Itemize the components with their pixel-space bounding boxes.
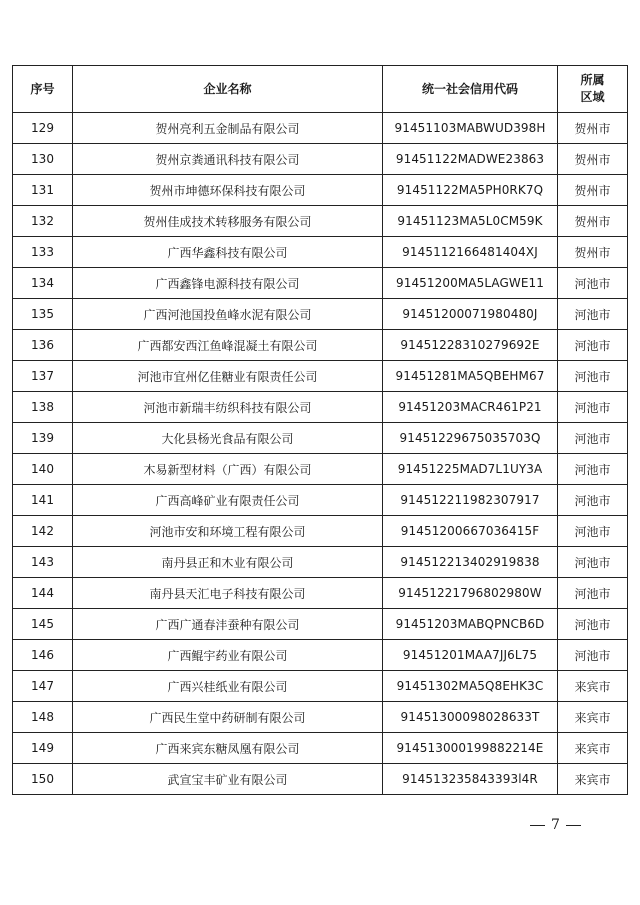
cell-region: 河池市 [558,485,628,516]
cell-region: 贺州市 [558,175,628,206]
cell-index: 142 [13,516,73,547]
table-row [13,144,628,175]
table-row [13,547,628,578]
cell-index: 141 [13,485,73,516]
table-row [13,454,628,485]
cell-company: 河池市宜州亿佳糖业有限责任公司 [73,361,383,392]
cell-company: 广西华鑫科技有限公司 [73,237,383,268]
table-row [13,268,628,299]
cell-index: 129 [13,113,73,144]
cell-region: 河池市 [558,516,628,547]
cell-credit-code: 91451203MABQPNCB6D [383,609,558,640]
table-row [13,733,628,764]
table-row [13,485,628,516]
cell-index: 133 [13,237,73,268]
cell-credit-code: 91451228310279692E [383,330,558,361]
cell-region: 河池市 [558,578,628,609]
header-credit-code: 统一社会信用代码 [383,66,558,113]
cell-index: 140 [13,454,73,485]
cell-company: 南丹县正和木业有限公司 [73,547,383,578]
cell-company: 河池市新瑞丰纺织科技有限公司 [73,392,383,423]
cell-region: 河池市 [558,268,628,299]
cell-index: 139 [13,423,73,454]
cell-credit-code: 914512211982307917 [383,485,558,516]
cell-index: 148 [13,702,73,733]
cell-credit-code: 914513235843393l4R [383,764,558,795]
page-number: 7 [551,817,560,833]
page-number-footer [524,817,587,833]
cell-company: 大化县杨光食品有限公司 [73,423,383,454]
cell-region: 贺州市 [558,144,628,175]
cell-company: 广西兴桂纸业有限公司 [73,671,383,702]
cell-region: 河池市 [558,609,628,640]
cell-index: 145 [13,609,73,640]
cell-company: 广西河池国投鱼峰水泥有限公司 [73,299,383,330]
cell-region: 贺州市 [558,237,628,268]
table-row [13,702,628,733]
cell-region: 河池市 [558,423,628,454]
cell-company: 贺州佳成技术转移服务有限公司 [73,206,383,237]
table-row [13,578,628,609]
cell-company: 武宣宝丰矿业有限公司 [73,764,383,795]
cell-credit-code: 91451229675035703Q [383,423,558,454]
header-index: 序号 [13,66,73,113]
cell-region: 贺州市 [558,206,628,237]
header-company: 企业名称 [73,66,383,113]
table-row [13,330,628,361]
cell-company: 广西来宾东糖凤凰有限公司 [73,733,383,764]
cell-credit-code: 91451122MADWE23863 [383,144,558,175]
table-row [13,671,628,702]
cell-region: 来宾市 [558,733,628,764]
cell-region: 来宾市 [558,764,628,795]
cell-credit-code: 91451123MA5L0CM59K [383,206,558,237]
header-region-line2: 区域 [580,90,605,104]
cell-company: 南丹县天汇电子科技有限公司 [73,578,383,609]
header-region [558,66,628,113]
cell-credit-code: 914512213402919838 [383,547,558,578]
cell-credit-code: 91451200MA5LAGWE11 [383,268,558,299]
cell-credit-code: 91451203MACR461P21 [383,392,558,423]
cell-index: 150 [13,764,73,795]
table-header-row [13,66,628,113]
cell-index: 149 [13,733,73,764]
table-row [13,392,628,423]
cell-credit-code: 91451103MABWUD398H [383,113,558,144]
cell-company: 广西高峰矿业有限责任公司 [73,485,383,516]
table-row [13,206,628,237]
table-row [13,423,628,454]
cell-region: 贺州市 [558,113,628,144]
table-row [13,237,628,268]
cell-credit-code: 91451201MAA7JJ6L75 [383,640,558,671]
cell-region: 河池市 [558,640,628,671]
cell-credit-code: 9145112166481404XJ [383,237,558,268]
cell-region: 来宾市 [558,702,628,733]
header-region-line1: 所属 [580,73,605,87]
cell-region: 河池市 [558,547,628,578]
cell-company: 木易新型材料（广西）有限公司 [73,454,383,485]
cell-index: 147 [13,671,73,702]
cell-index: 132 [13,206,73,237]
cell-company: 广西鑫锋电源科技有限公司 [73,268,383,299]
cell-index: 146 [13,640,73,671]
cell-company: 贺州京粪通讯科技有限公司 [73,144,383,175]
cell-index: 134 [13,268,73,299]
cell-credit-code: 91451302MA5Q8EHK3C [383,671,558,702]
cell-region: 河池市 [558,361,628,392]
cell-company: 广西鲲宇药业有限公司 [73,640,383,671]
cell-company: 贺州市坤德环保科技有限公司 [73,175,383,206]
enterprise-table [12,65,628,795]
table-row [13,361,628,392]
cell-region: 河池市 [558,330,628,361]
cell-index: 135 [13,299,73,330]
table-row [13,516,628,547]
cell-company: 广西民生堂中药研制有限公司 [73,702,383,733]
table-row [13,175,628,206]
cell-index: 131 [13,175,73,206]
table-row [13,609,628,640]
cell-credit-code: 91451225MAD7L1UY3A [383,454,558,485]
cell-company: 贺州亮利五金制品有限公司 [73,113,383,144]
cell-region: 河池市 [558,299,628,330]
cell-credit-code: 914513000199882214E [383,733,558,764]
cell-region: 河池市 [558,392,628,423]
cell-credit-code: 91451122MA5PH0RK7Q [383,175,558,206]
cell-company: 广西都安西江鱼峰混凝土有限公司 [73,330,383,361]
cell-index: 143 [13,547,73,578]
cell-company: 广西广通春沣蚕种有限公司 [73,609,383,640]
cell-index: 136 [13,330,73,361]
cell-company: 河池市安和环境工程有限公司 [73,516,383,547]
cell-index: 137 [13,361,73,392]
table-row [13,764,628,795]
cell-credit-code: 91451200667036415F [383,516,558,547]
table-row [13,640,628,671]
cell-credit-code: 91451221796802980W [383,578,558,609]
cell-index: 138 [13,392,73,423]
table-row [13,299,628,330]
dash-right [566,825,581,826]
cell-region: 来宾市 [558,671,628,702]
cell-credit-code: 91451300098028633T [383,702,558,733]
cell-index: 130 [13,144,73,175]
cell-credit-code: 91451200071980480J [383,299,558,330]
cell-index: 144 [13,578,73,609]
table-row [13,113,628,144]
dash-left [530,825,545,826]
cell-credit-code: 91451281MA5QBEHM67 [383,361,558,392]
cell-region: 河池市 [558,454,628,485]
